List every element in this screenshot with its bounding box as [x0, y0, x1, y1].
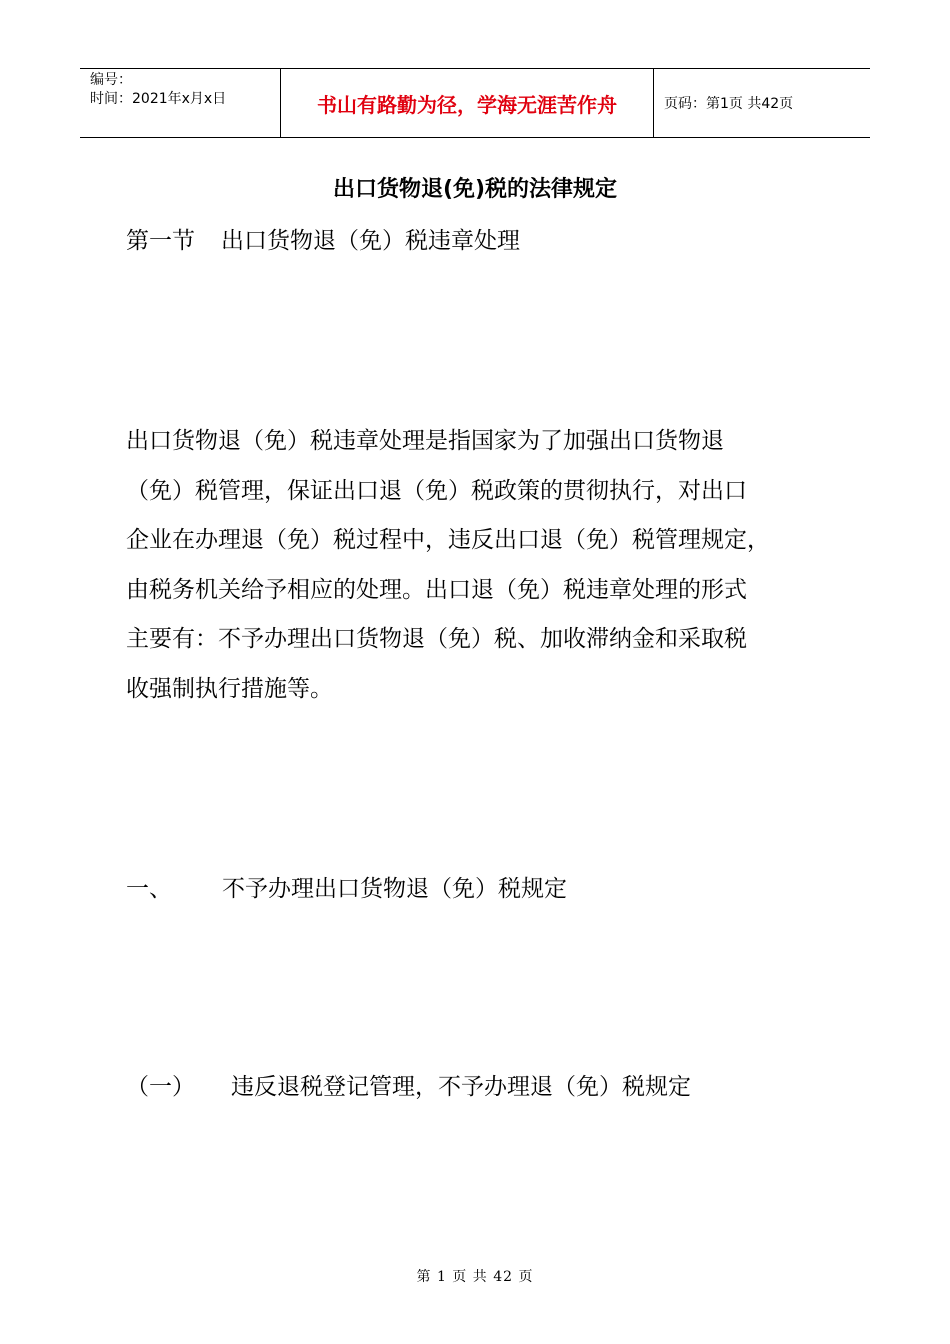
- paragraph-line: 收强制执行措施等。: [126, 675, 333, 702]
- heading2-number: （一）: [126, 1074, 195, 1100]
- number-label: 编号：: [90, 72, 132, 88]
- heading1-text: 不予办理出口货物退（免）税规定: [222, 876, 567, 902]
- page-header: [80, 68, 870, 138]
- heading2-text: 违反退税登记管理，不予办理退（免）税规定: [231, 1074, 691, 1100]
- paragraph-line: （免）税管理，保证出口退（免）税政策的贯彻执行，对出口: [126, 477, 747, 504]
- time-label: 时间：2021年x月x日: [90, 91, 227, 107]
- header-motto: 书山有路勤为径，学海无涯苦作舟: [281, 69, 654, 137]
- paragraph-line: 由税务机关给予相应的处理。出口退（免）税违章处理的形式: [126, 576, 747, 603]
- page-footer: 第 1 页 共 42 页: [416, 1269, 534, 1285]
- header-page-info: 页码：第1页 共42页: [664, 96, 794, 112]
- body-paragraph: [126, 417, 836, 715]
- paragraph-line: 主要有：不予办理出口货物退（免）税、加收滞纳金和采取税: [126, 626, 747, 653]
- section-number: 第一节: [126, 228, 195, 254]
- section-heading: [126, 222, 520, 255]
- document-title: 出口货物退(免)税的法律规定: [332, 177, 618, 202]
- heading1-number: 一、: [126, 876, 172, 902]
- heading-level-1: [126, 870, 567, 903]
- paragraph-line: 企业在办理退（免）税过程中，违反出口退（免）税管理规定，: [126, 527, 770, 554]
- paragraph-line: 出口货物退（免）税违章处理是指国家为了加强出口货物退: [126, 428, 724, 454]
- header-meta: [80, 69, 281, 137]
- heading-level-2: [126, 1068, 691, 1101]
- section-name: 出口货物退（免）税违章处理: [221, 228, 520, 254]
